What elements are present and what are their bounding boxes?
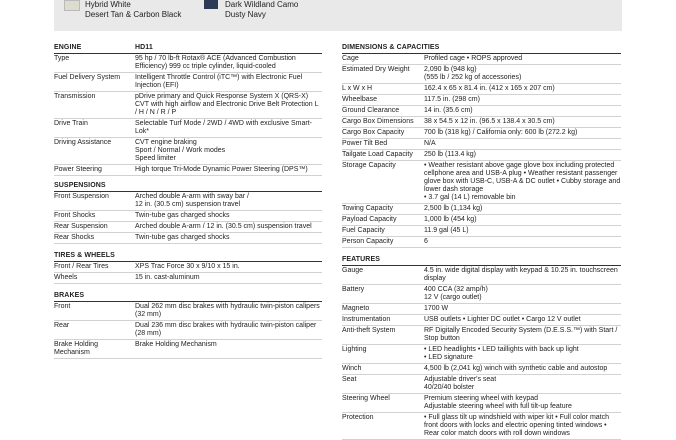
section-header-suspensions	[54, 180, 322, 192]
spec-row	[54, 321, 322, 340]
spec-label: Rear Shocks	[54, 234, 95, 241]
spec-label: Front / Rear Tires	[54, 263, 109, 270]
spec-row	[342, 95, 621, 106]
spec-value: Arched double A-arm with sway bar / 12 in. (30.5 cm) suspension travel	[135, 193, 249, 208]
spec-value: Twin-tube gas charged shocks	[135, 234, 230, 241]
section-title: TIRES & WHEELS	[54, 252, 115, 259]
spec-label: Battery	[342, 286, 365, 293]
spec-row	[54, 73, 322, 92]
spec-value: USB outlets • Lighter DC outlet • Cargo 12 V outlet	[424, 316, 581, 323]
spec-value: 1,000 lb (454 kg)	[424, 216, 477, 223]
spec-value: 95 hp / 70 lb-ft Rotax® ACE (Advanced Combustion Efficiency) 999 cc triple cylinder, liquid-cooled	[135, 55, 296, 70]
spec-value: 2,500 lb (1,134 kg)	[424, 205, 483, 212]
spec-label: Front Shocks	[54, 212, 96, 219]
spec-label: Power Steering	[54, 166, 102, 173]
spec-value: 14 in. (35.6 cm)	[424, 107, 473, 114]
spec-label: Tailgate Load Capacity	[342, 151, 413, 158]
spec-label: Rear	[54, 322, 70, 329]
spec-row	[342, 161, 621, 204]
spec-row	[54, 54, 322, 73]
spec-label: Cage	[342, 55, 359, 62]
spec-value: Selectable Turf Mode / 2WD / 4WD with exclusive Smart-Lok*	[135, 120, 312, 135]
spec-label: Estimated Dry Weight	[342, 66, 410, 73]
engine-rows	[54, 54, 322, 176]
spec-row	[342, 326, 621, 345]
swatch-hybrid-white	[64, 0, 80, 11]
spec-value: 400 CCA (32 amp/h) 12 V (cargo outlet)	[424, 286, 488, 301]
spec-row	[342, 315, 621, 326]
spec-value: • Weather resistant above gage glove box including protected cellphone area and USB-A plug • Weather resistant passenger glove box with USB-C, USB-A & DC outlet • Cubby storage and lower dash storage • 3.7 gal (14 L) removable bin	[424, 162, 621, 201]
spec-label: Magneto	[342, 305, 370, 312]
spec-row	[342, 128, 621, 139]
spec-row	[54, 233, 322, 244]
spec-row	[342, 204, 621, 215]
spec-label: Ground Clearance	[342, 107, 400, 114]
spec-label: Gauge	[342, 267, 364, 274]
spec-label: Instrumentation	[342, 316, 391, 323]
spec-row	[342, 364, 621, 375]
spec-row	[54, 165, 322, 176]
spec-label: Power Tilt Bed	[342, 140, 388, 147]
brake-rows	[54, 302, 322, 359]
spec-value: 250 lb (113.4 kg)	[424, 151, 477, 158]
spec-row	[342, 413, 621, 440]
spec-label: Fuel Delivery System	[54, 74, 121, 81]
spec-row	[342, 54, 621, 65]
spec-row	[342, 117, 621, 128]
spec-row	[342, 226, 621, 237]
spec-row	[342, 394, 621, 413]
spec-row	[54, 222, 322, 233]
spec-row	[54, 273, 322, 284]
spec-value: RF Digitally Encoded Security System (D.E.S.S.™) with Start / Stop button	[424, 327, 618, 342]
spec-label: Fuel Capacity	[342, 227, 385, 234]
spec-label: Person Capacity	[342, 238, 394, 245]
spec-value: Arched double A-arm / 12 in. (30.5 cm) suspension travel	[135, 223, 312, 230]
spec-value: 11.9 gal (45 L)	[424, 227, 469, 234]
spec-label: Front Suspension	[54, 193, 109, 200]
spec-row	[342, 237, 621, 248]
section-title: BRAKES	[54, 292, 85, 299]
spec-value: 4.5 in. wide digital display with keypad & 10.25 in. touchscreen display	[424, 267, 618, 282]
spec-value: 162.4 x 65 x 81.4 in. (412 x 165 x 207 cm)	[424, 85, 555, 92]
spec-row	[54, 302, 322, 321]
spec-value: Profiled cage • ROPS approved	[424, 55, 523, 62]
spec-row	[342, 106, 621, 117]
spec-label: Seat	[342, 376, 357, 383]
spec-value: 700 lb (318 kg) / California only: 600 lb (272.2 kg)	[424, 129, 578, 136]
spec-row	[54, 192, 322, 211]
swatch-camo	[204, 0, 218, 9]
swatch-label: Hybrid White	[85, 0, 131, 9]
swatch-label: Dark Wildland Camo	[225, 0, 299, 9]
spec-label: Lighting	[342, 346, 367, 353]
suspension-rows	[54, 192, 322, 244]
spec-label: Anti-theft System	[342, 327, 396, 334]
spec-value: Twin-tube gas charged shocks	[135, 212, 230, 219]
spec-row	[342, 139, 621, 150]
spec-value: 15 in. cast-aluminum	[135, 274, 200, 281]
spec-value: Brake Holding Mechanism	[135, 341, 217, 348]
spec-row	[54, 211, 322, 222]
spec-label: Type	[54, 55, 70, 62]
spec-label: Front	[54, 303, 71, 310]
spec-value: CVT engine braking Sport / Normal / Work modes Speed limiter	[135, 139, 226, 162]
section-title: ENGINE	[54, 44, 82, 51]
spec-row	[342, 285, 621, 304]
section-title: SUSPENSIONS	[54, 182, 106, 189]
spec-label: Drive Train	[54, 120, 88, 127]
section-header-dimensions	[342, 42, 621, 54]
spec-value: Adjustable driver's seat 40/20/40 bolster	[424, 376, 497, 391]
spec-value: 6	[424, 238, 428, 245]
spec-row	[342, 215, 621, 226]
spec-row	[342, 266, 621, 285]
spec-row	[54, 92, 322, 119]
spec-label: Steering Wheel	[342, 395, 390, 402]
feature-rows	[342, 266, 621, 440]
spec-label: Rear Suspension	[54, 223, 108, 230]
spec-label: Cargo Box Dimensions	[342, 118, 414, 125]
tire-rows	[54, 262, 322, 284]
spec-row	[54, 119, 322, 138]
color-options-band	[54, 0, 622, 31]
spec-value: XPS Trac Force 30 x 9/10 x 15 in.	[135, 263, 240, 270]
spec-row	[342, 84, 621, 95]
spec-label: Wheels	[54, 274, 78, 281]
spec-label: Protection	[342, 414, 374, 421]
spec-value: Dual 262 mm disc brakes with hydraulic twin-piston calipers (32 mm)	[135, 303, 320, 318]
spec-label: L x W x H	[342, 85, 373, 92]
spec-label: Towing Capacity	[342, 205, 393, 212]
spec-label: Storage Capacity	[342, 162, 396, 169]
spec-row	[54, 138, 322, 165]
spec-row	[342, 150, 621, 161]
swatch-label: Desert Tan & Carbon Black	[85, 10, 182, 19]
spec-value: • Full glass tilt up windshield with wiper kit • Full color match front doors with locks and electric opening tinted windows • Rear color match doors with roll down windows	[424, 414, 610, 437]
spec-label: Driving Assistance	[54, 139, 112, 146]
spec-row	[54, 340, 322, 359]
spec-label: Winch	[342, 365, 362, 372]
spec-value: Premium steering wheel with keypad Adjustable steering wheel with full tilt-up feature	[424, 395, 572, 410]
section-title: DIMENSIONS & CAPACITIES	[342, 44, 440, 51]
spec-label: Brake Holding Mechanism	[54, 341, 98, 356]
swatch-label: Dusty Navy	[225, 10, 266, 19]
spec-value: N/A	[424, 140, 436, 147]
spec-row	[54, 262, 322, 273]
left-spec-column	[54, 42, 322, 359]
section-header-features	[342, 254, 621, 266]
section-header-brakes	[54, 290, 322, 302]
spec-row	[342, 345, 621, 364]
spec-value: High torque Tri-Mode Dynamic Power Steering (DPS™)	[135, 166, 308, 173]
spec-value: Dual 236 mm disc brakes with hydraulic twin-piston caliper (28 mm)	[135, 322, 317, 337]
engine-model: HD11	[135, 44, 153, 51]
spec-value: pDrive primary and Quick Response System X (QRS-X) CVT with high airflow and Electronic Drive Belt Protection L / H / N / R / P	[135, 93, 319, 116]
spec-value: 1700 W	[424, 305, 449, 312]
spec-value: 2,090 lb (948 kg) (555 lb / 252 kg of accessories)	[424, 66, 522, 81]
spec-label: Cargo Box Capacity	[342, 129, 405, 136]
spec-row	[342, 375, 621, 394]
dimension-rows	[342, 54, 621, 248]
spec-value: • LED headlights • LED taillights with back up light • LED signature	[424, 346, 579, 361]
spec-label: Wheelbase	[342, 96, 378, 103]
spec-label: Transmission	[54, 93, 96, 100]
spec-value: 117.5 in. (298 cm)	[424, 96, 480, 103]
section-header-engine	[54, 42, 322, 54]
spec-label: Payload Capacity	[342, 216, 397, 223]
spec-value: 4,500 lb (2,041 kg) winch with synthetic cable and autostop	[424, 365, 608, 372]
right-spec-column	[342, 42, 621, 440]
spec-value: Intelligent Throttle Control (iTC™) with Electronic Fuel Injection (EFI)	[135, 74, 303, 89]
spec-value: 38 x 54.5 x 12 in. (96.5 x 138.4 x 30.5 cm)	[424, 118, 555, 125]
section-header-tires	[54, 250, 322, 262]
spec-row	[342, 65, 621, 84]
spec-row	[342, 304, 621, 315]
section-title: FEATURES	[342, 256, 381, 263]
